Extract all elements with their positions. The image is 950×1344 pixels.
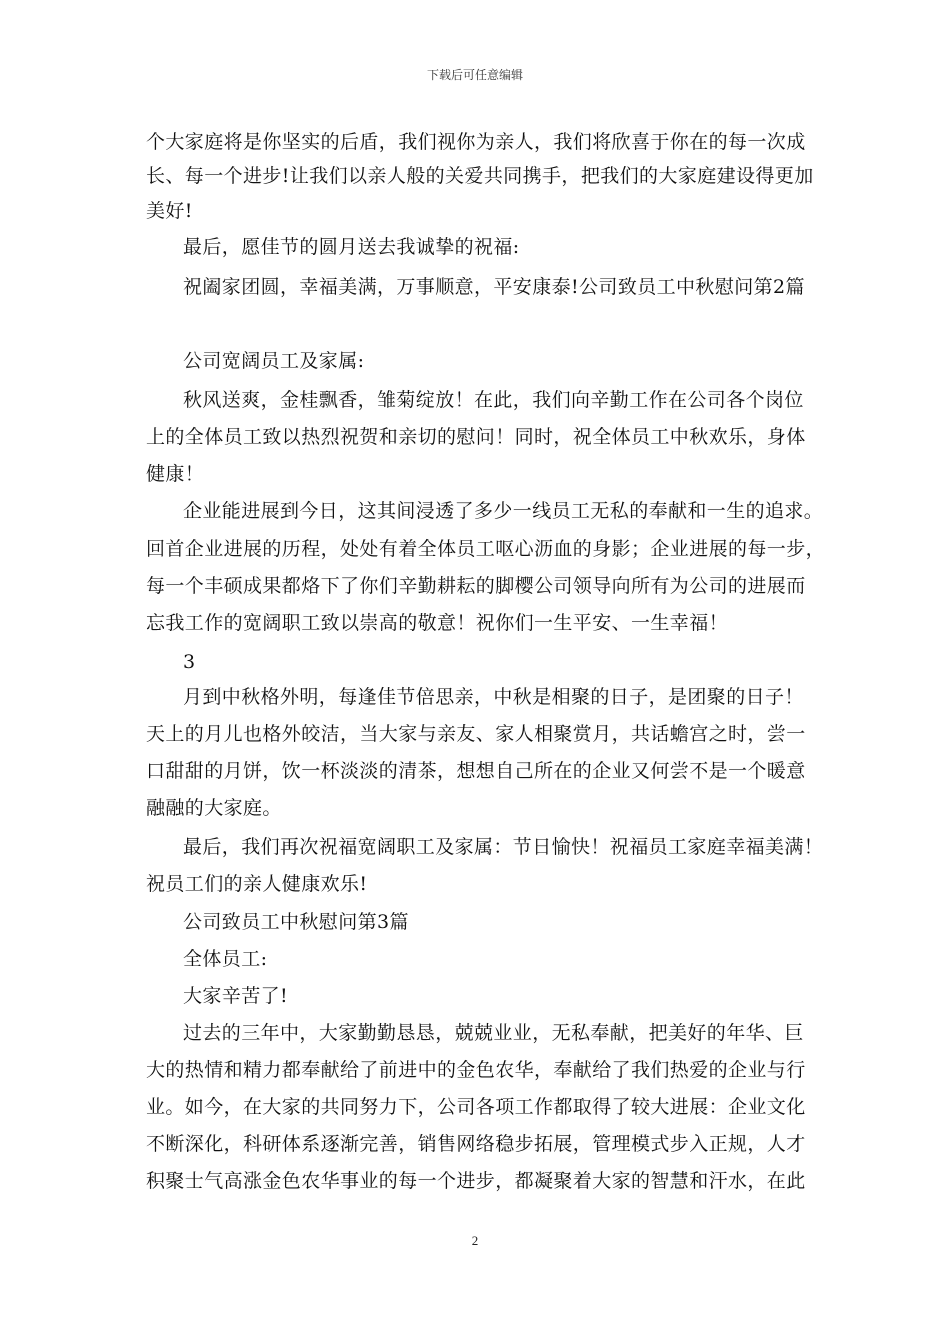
text-line: 健康！ — [146, 463, 205, 485]
text-line: 回首企业进展的历程，处处有着全体员工呕心沥血的身影；企业进展的每一步， — [146, 538, 826, 560]
text-line: 忘我工作的宽阔职工致以崇高的敬意！祝你们一生平安、一生幸福！ — [146, 612, 729, 634]
text-line: 融融的大家庭。 — [146, 797, 282, 819]
text-line: 长、每一个进步!让我们以亲人般的关爱共同携手，把我们的大家庭建设得更加 — [146, 165, 814, 187]
text-line: 秋风送爽，金桂飘香，雏菊绽放！在此，我们向辛勤工作在公司各个岗位 — [183, 389, 804, 411]
text-line: 大的热情和精力都奉献给了前进中的金色农华，奉献给了我们热爱的企业与行 — [146, 1059, 806, 1081]
text-line: 月到中秋格外明，每逢佳节倍思亲，中秋是相聚的日子，是团聚的日子！ — [183, 686, 804, 708]
text-line: 口甜甜的月饼，饮一杯淡淡的清茶，想想自己所在的企业又何尝不是一个暖意 — [146, 760, 806, 782]
text-line: 祝员工们的亲人健康欢乐! — [146, 873, 368, 895]
text-line: 不断深化，科研体系逐渐完善，销售网络稳步拓展，管理模式步入正规，人才 — [146, 1133, 806, 1155]
text-line: 个大家庭将是你坚实的后盾，我们视你为亲人，我们将欣喜于你在的每一次成 — [146, 131, 806, 153]
text-line: 祝阖家团圆，幸福美满，万事顺意，平安康泰!公司致员工中秋慰问第2篇 — [183, 276, 805, 298]
page-header: 下载后可任意编辑 — [426, 68, 523, 82]
text-line: 过去的三年中，大家勤勤恳恳，兢兢业业，无私奉献，把美好的年华、巨 — [183, 1022, 804, 1044]
text-line: 3 — [183, 651, 196, 673]
text-line: 天上的月儿也格外皎洁，当大家与亲友、家人相聚赏月，共话蟾宫之时，尝一 — [146, 723, 806, 745]
text-line: 最后，愿佳节的圆月送去我诚挚的祝福: — [183, 236, 520, 258]
text-line: 最后，我们再次祝福宽阔职工及家属：节日愉快！祝福员工家庭幸福美满！ — [183, 836, 824, 858]
text-line: 公司宽阔员工及家属: — [183, 350, 365, 372]
page-number: 2 — [471, 1233, 479, 1248]
text-line: 企业能进展到今日，这其间浸透了多少一线员工无私的奉献和一生的追求。 — [183, 500, 824, 522]
text-line: 积聚士气高涨金色农华事业的每一个进步，都凝聚着大家的智慧和汗水，在此 — [146, 1170, 806, 1192]
text-line: 上的全体员工致以热烈祝贺和亲切的慰问！同时，祝全体员工中秋欢乐，身体 — [146, 426, 806, 448]
text-line: 美好! — [146, 200, 193, 222]
text-line: 全体员工: — [183, 948, 268, 970]
text-line: 业。如今，在大家的共同努力下，公司各项工作都取得了较大进展：企业文化 — [146, 1096, 806, 1118]
text-line: 公司致员工中秋慰问第3篇 — [183, 911, 409, 933]
text-line: 每一个丰硕成果都烙下了你们辛勤耕耘的脚樱公司领导向所有为公司的进展而 — [146, 575, 806, 597]
text-line: 大家辛苦了! — [183, 985, 289, 1007]
